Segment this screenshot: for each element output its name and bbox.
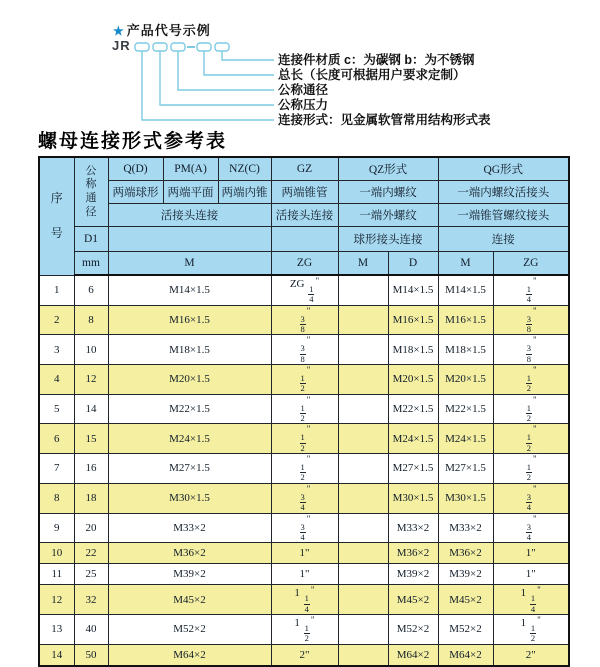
label-total-length: 总长（长度可根据用户要求定制）: [278, 68, 466, 82]
desc-qz-2: 一端外螺纹: [338, 204, 438, 227]
cell-qg-m: M39×2: [438, 564, 493, 585]
cell-qg-m: M33×2: [438, 513, 493, 543]
cell-row-no: 7: [39, 454, 74, 484]
cell-qg-zg: $\frac{1}{2}$ ": [493, 394, 569, 424]
cell-row-no: 14: [39, 644, 74, 666]
cell-qg-zg: 2": [493, 644, 569, 666]
cell-qg-zg: $\frac{1}{2}$ ": [493, 365, 569, 395]
col-header-qg-m: M: [438, 252, 493, 276]
cell-row-no: 13: [39, 614, 74, 644]
cell-qz-m: [338, 275, 388, 305]
cell-qz-d: M45×2: [388, 585, 438, 615]
cell-qg-m: M14×1.5: [438, 275, 493, 305]
label-connection-form: 连接形式：见金属软管常用结构形式表: [278, 113, 491, 127]
cell-row-no: 11: [39, 564, 74, 585]
code-box-4: [197, 43, 211, 51]
cell-qg-m: M30×1.5: [438, 483, 493, 513]
label-connector-material: 连接件材质 c：为碳钢 b：为不锈钢: [278, 53, 475, 67]
cell-qg-zg: $\frac{3}{8}$ ": [493, 305, 569, 335]
cell-m-thread: M22×1.5: [108, 394, 271, 424]
table-row: [39, 365, 569, 395]
cell-qz-m: [338, 483, 388, 513]
cell-zg-size: 1": [271, 564, 338, 585]
cell-dn-mm: 15: [74, 424, 108, 454]
table-row: [39, 305, 569, 335]
cell-zg-size: 1 $\frac{1}{4}$ ": [271, 585, 338, 615]
label-nominal-diameter: 公称通径: [278, 83, 329, 97]
cell-qz-m: [338, 305, 388, 335]
col-header-m: M: [108, 252, 271, 276]
code-box-2: [153, 43, 167, 51]
cell-qg-m: M27×1.5: [438, 454, 493, 484]
cell-qz-d: M27×1.5: [388, 454, 438, 484]
cell-qg-m: M24×1.5: [438, 424, 493, 454]
empty-cell: [108, 227, 271, 252]
table-row: [39, 543, 569, 564]
cell-m-thread: M30×1.5: [108, 483, 271, 513]
desc-qg-2: 一端锥管螺纹接头: [438, 204, 569, 227]
cell-qz-d: M14×1.5: [388, 275, 438, 305]
cell-qg-zg: $\frac{1}{2}$ ": [493, 424, 569, 454]
desc-qd: 两端球形: [108, 181, 163, 204]
cell-dn-mm: 8: [74, 305, 108, 335]
cell-dn-mm: 18: [74, 483, 108, 513]
table-row: [39, 614, 569, 644]
col-header-zg: ZG: [271, 252, 338, 276]
cell-qz-d: M52×2: [388, 614, 438, 644]
cell-m-thread: M27×1.5: [108, 454, 271, 484]
cell-zg-size: $\frac{1}{2}$ ": [271, 424, 338, 454]
cell-qg-m: M52×2: [438, 614, 493, 644]
cell-qz-d: M30×1.5: [388, 483, 438, 513]
col-header-qg-zg: ZG: [493, 252, 569, 276]
cell-row-no: 5: [39, 394, 74, 424]
cell-qz-m: [338, 394, 388, 424]
cell-qg-zg: $\frac{3}{8}$ ": [493, 335, 569, 365]
cell-zg-size: $\frac{3}{8}$ ": [271, 305, 338, 335]
cell-qg-zg: 1 $\frac{1}{4}$ ": [493, 585, 569, 615]
cell-qg-zg: 1": [493, 564, 569, 585]
cell-zg-size: 2": [271, 644, 338, 666]
cell-row-no: 9: [39, 513, 74, 543]
leader-line-length: [204, 51, 274, 75]
cell-qg-zg: 1 $\frac{1}{2}$ ": [493, 614, 569, 644]
star-icon: ★: [113, 24, 125, 38]
cell-zg-size: 1 $\frac{1}{2}$ ": [271, 614, 338, 644]
cell-zg-size: $\frac{1}{2}$ ": [271, 365, 338, 395]
desc-gz-connection: 活接头连接: [271, 204, 338, 227]
cell-m-thread: M39×2: [108, 564, 271, 585]
cell-row-no: 4: [39, 365, 74, 395]
cell-qz-d: M22×1.5: [388, 394, 438, 424]
cell-qg-zg: 1": [493, 543, 569, 564]
table-row: [39, 644, 569, 666]
code-prefix: JR: [112, 38, 131, 53]
code-box-5: [215, 43, 229, 51]
cell-m-thread: M52×2: [108, 614, 271, 644]
table-row: [39, 585, 569, 615]
cell-qg-m: M36×2: [438, 543, 493, 564]
col-header-nzc: NZ(C): [218, 157, 271, 181]
desc-pma: 两端平面: [163, 181, 218, 204]
col-header-qg: QG形式: [438, 157, 569, 181]
cell-m-thread: M45×2: [108, 585, 271, 615]
code-box-3: [171, 43, 185, 51]
cell-m-thread: M16×1.5: [108, 305, 271, 335]
cell-qg-zg: $\frac{3}{4}$ ": [493, 483, 569, 513]
diagram-heading: [113, 20, 211, 39]
product-code-diagram: [0, 0, 600, 126]
desc-nzc: 两端内锥: [218, 181, 271, 204]
col-header-no: 序号: [39, 157, 74, 275]
table-row: [39, 483, 569, 513]
desc-qz-1: 一端内螺纹: [338, 181, 438, 204]
leader-line-diameter: [178, 51, 274, 90]
cell-dn-mm: 10: [74, 335, 108, 365]
cell-qz-d: M36×2: [388, 543, 438, 564]
col-header-qd: Q(D): [108, 157, 163, 181]
cell-qz-m: [338, 614, 388, 644]
cell-m-thread: M33×2: [108, 513, 271, 543]
cell-row-no: 12: [39, 585, 74, 615]
leader-line-pressure: [160, 51, 274, 105]
cell-dn-mm: 12: [74, 365, 108, 395]
cell-dn-mm: 6: [74, 275, 108, 305]
cell-m-thread: M64×2: [108, 644, 271, 666]
cell-row-no: 6: [39, 424, 74, 454]
table-row: [39, 513, 569, 543]
col-header-qz: QZ形式: [338, 157, 438, 181]
col-header-mm: mm: [74, 252, 108, 276]
cell-qz-d: M33×2: [388, 513, 438, 543]
cell-dn-mm: 25: [74, 564, 108, 585]
diagram-heading-text: 产品代号示例: [126, 23, 211, 38]
cell-qg-zg: $\frac{3}{4}$ ": [493, 513, 569, 543]
nut-connection-reference-table: [38, 156, 570, 667]
desc-union-connection: 活接头连接: [108, 204, 271, 227]
cell-m-thread: M36×2: [108, 543, 271, 564]
code-box-1: [135, 43, 149, 51]
cell-qz-m: [338, 513, 388, 543]
col-header-qz-m: M: [338, 252, 388, 276]
cell-row-no: 1: [39, 275, 74, 305]
cell-qg-zg: $\frac{1}{2}$ ": [493, 454, 569, 484]
col-header-d1: D1: [74, 227, 108, 252]
cell-qz-d: M64×2: [388, 644, 438, 666]
cell-zg-size: $\frac{1}{2}$ ": [271, 454, 338, 484]
table-row: [39, 275, 569, 305]
cell-qz-d: M39×2: [388, 564, 438, 585]
cell-dn-mm: 16: [74, 454, 108, 484]
cell-qg-m: M64×2: [438, 644, 493, 666]
table-row: [39, 454, 569, 484]
cell-qz-d: M18×1.5: [388, 335, 438, 365]
cell-row-no: 3: [39, 335, 74, 365]
desc-qz-connection: 球形接头连接: [338, 227, 438, 252]
cell-qg-m: M20×1.5: [438, 365, 493, 395]
cell-zg-size: $\frac{1}{2}$ ": [271, 394, 338, 424]
cell-m-thread: M18×1.5: [108, 335, 271, 365]
cell-m-thread: M14×1.5: [108, 275, 271, 305]
cell-qz-m: [338, 644, 388, 666]
table-row: [39, 424, 569, 454]
cell-dn-mm: 22: [74, 543, 108, 564]
cell-qg-m: M18×1.5: [438, 335, 493, 365]
cell-qz-d: M16×1.5: [388, 305, 438, 335]
cell-qg-m: M16×1.5: [438, 305, 493, 335]
cell-qz-m: [338, 585, 388, 615]
cell-dn-mm: 14: [74, 394, 108, 424]
table-row: [39, 394, 569, 424]
desc-qg-connection: 连接: [438, 227, 569, 252]
col-header-pma: PM(A): [163, 157, 218, 181]
label-nominal-pressure: 公称压力: [278, 98, 329, 112]
cell-zg-size: $\frac{3}{4}$ ": [271, 513, 338, 543]
cell-zg-size: $\frac{3}{8}$ ": [271, 335, 338, 365]
cell-qg-m: M22×1.5: [438, 394, 493, 424]
cell-qz-m: [338, 454, 388, 484]
col-header-dn: 公称通径: [74, 157, 108, 227]
cell-qz-d: M24×1.5: [388, 424, 438, 454]
cell-zg-size: $\frac{3}{4}$ ": [271, 483, 338, 513]
cell-zg-size: ZG $\frac{1}{4}$ ": [271, 275, 338, 305]
cell-dn-mm: 20: [74, 513, 108, 543]
desc-qg-1: 一端内螺纹活接头: [438, 181, 569, 204]
leader-line-form: [142, 51, 274, 120]
cell-zg-size: 1": [271, 543, 338, 564]
cell-qz-d: M20×1.5: [388, 365, 438, 395]
table-row: [39, 335, 569, 365]
cell-qz-m: [338, 424, 388, 454]
desc-gz: 两端锥管: [271, 181, 338, 204]
cell-qz-m: [338, 365, 388, 395]
cell-qz-m: [338, 335, 388, 365]
leader-line-material: [222, 51, 274, 60]
cell-dn-mm: 40: [74, 614, 108, 644]
cell-dn-mm: 50: [74, 644, 108, 666]
empty-cell: [271, 227, 338, 252]
col-header-gz: GZ: [271, 157, 338, 181]
cell-row-no: 8: [39, 483, 74, 513]
col-header-qz-d: D: [388, 252, 438, 276]
cell-qg-zg: $\frac{1}{4}$ ": [493, 275, 569, 305]
table-title: 螺母连接形式参考表: [38, 131, 228, 152]
cell-qz-m: [338, 543, 388, 564]
cell-row-no: 2: [39, 305, 74, 335]
cell-m-thread: M20×1.5: [108, 365, 271, 395]
cell-m-thread: M24×1.5: [108, 424, 271, 454]
cell-row-no: 10: [39, 543, 74, 564]
cell-dn-mm: 32: [74, 585, 108, 615]
cell-qg-m: M45×2: [438, 585, 493, 615]
